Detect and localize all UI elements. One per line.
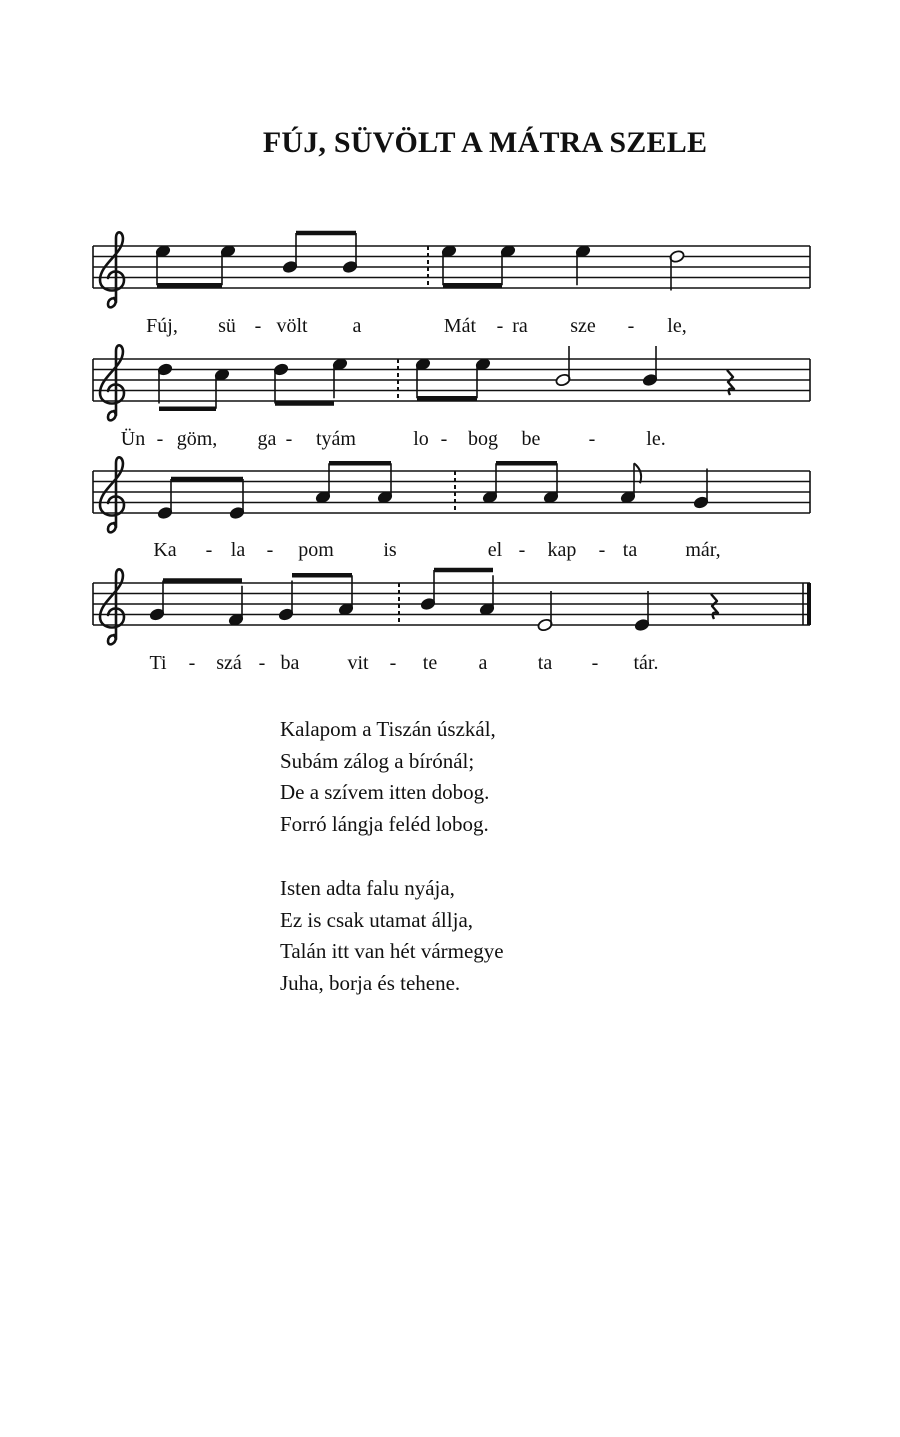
note-group <box>155 233 685 291</box>
lyric-syllable: kap <box>547 539 577 561</box>
treble-clef-icon <box>100 345 124 420</box>
lyric-syllable: - <box>285 428 293 450</box>
lyric-syllable: a <box>478 652 488 674</box>
lyric-syllable: sze <box>570 315 596 337</box>
staff <box>93 232 810 307</box>
verse-2 <box>280 714 700 840</box>
lyric-syllable: - <box>496 315 504 337</box>
lyric-syllable: el <box>487 539 503 561</box>
lyric-syllable: - <box>205 539 213 561</box>
additional-verses <box>280 714 700 1032</box>
lyric-syllable: le, <box>667 315 687 337</box>
lyric-line <box>146 315 687 337</box>
verse-line: Talán itt van hét vármegye <box>280 939 504 963</box>
lyric-syllable: - <box>440 428 448 450</box>
lyric-syllable: - <box>591 652 599 674</box>
lyric-syllable: is <box>383 539 397 561</box>
lyric-syllable: - <box>518 539 526 561</box>
lyric-syllable: - <box>254 315 262 337</box>
lyric-syllable: göm, <box>176 428 218 450</box>
lyric-syllable: - <box>389 652 397 674</box>
lyric-syllable: tár. <box>633 652 659 674</box>
lyric-syllable: völt <box>276 315 308 337</box>
verse-line: Juha, borja és tehene. <box>280 970 461 995</box>
lyric-syllable: szá <box>216 652 242 674</box>
lyric-syllable: pom <box>298 539 334 561</box>
lyric-syllable: - <box>266 539 274 561</box>
verse-line: De a szívem itten dobog. <box>280 780 490 804</box>
lyric-syllable: ra <box>512 315 528 337</box>
treble-clef-icon <box>100 569 124 644</box>
lyric-syllable: Mát <box>443 315 477 337</box>
lyric-line <box>149 652 658 674</box>
lyric-syllable: Ka <box>153 539 177 561</box>
note-flag <box>634 463 641 483</box>
lyric-syllable: bog <box>468 428 498 450</box>
lyric-syllable: - <box>258 652 266 674</box>
verse-line: Forró lángja feléd lobog. <box>280 811 489 836</box>
lyric-syllable: le. <box>646 428 666 450</box>
lyric-line <box>153 539 720 561</box>
sheet-music <box>0 0 900 700</box>
lyric-syllable: ba <box>280 652 300 674</box>
lyric-syllable: ga <box>257 428 277 450</box>
lyric-syllable: - <box>627 315 635 337</box>
song-title: FÚJ, SÜVÖLT A MÁTRA SZELE <box>262 126 708 159</box>
lyric-syllable: Fúj, <box>146 315 178 337</box>
lyric-syllable: - <box>588 428 596 450</box>
note-group <box>149 570 718 632</box>
lyric-line <box>121 427 666 450</box>
note-group <box>157 346 734 409</box>
treble-clef-icon <box>100 232 124 307</box>
verse-line: Isten adta falu nyája, <box>280 876 455 900</box>
lyric-syllable: sü <box>218 315 236 337</box>
lyric-syllable: te <box>422 652 438 674</box>
lyric-syllable: ta <box>537 652 553 674</box>
lyric-syllable: már, <box>685 539 721 561</box>
lyric-syllable: - <box>598 539 606 561</box>
lyric-syllable: lo <box>413 428 429 450</box>
verse-line: Ez is csak utamat állja, <box>280 907 474 932</box>
lyric-syllable: be <box>521 428 541 450</box>
staff <box>93 457 810 532</box>
verse-line: Kalapom a Tiszán úszkál, <box>280 717 496 741</box>
treble-clef-icon <box>100 457 124 532</box>
lyric-syllable: ta <box>622 539 638 561</box>
lyric-syllable: - <box>156 428 164 450</box>
lyric-syllable: a <box>352 315 362 337</box>
lyric-syllable: - <box>188 652 196 674</box>
verse-3 <box>280 873 700 999</box>
lyric-syllable: Ün <box>120 428 146 450</box>
lyric-syllable: la <box>230 539 246 561</box>
lyric-syllable: vit <box>347 652 369 674</box>
lyric-syllable: Ti <box>149 652 167 674</box>
verse-line: Subám zálog a bírónál; <box>280 748 475 773</box>
lyric-syllable: tyám <box>316 428 356 450</box>
